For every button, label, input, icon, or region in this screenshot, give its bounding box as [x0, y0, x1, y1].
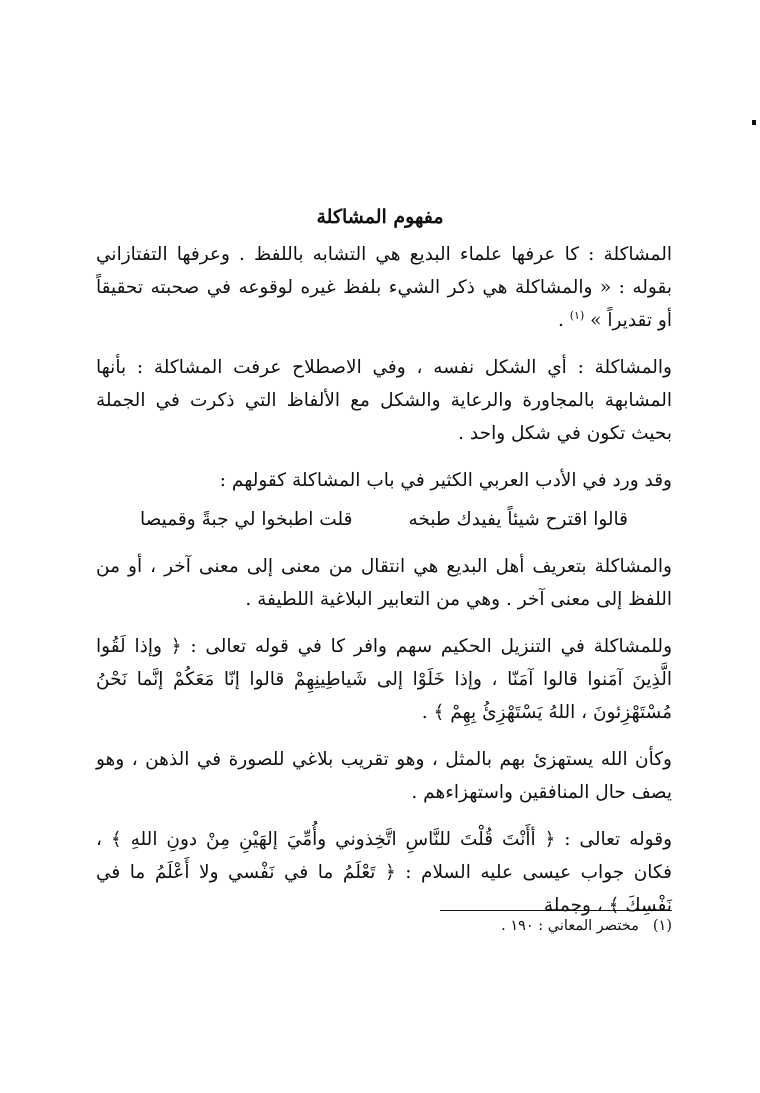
paragraph-literature-intro: وقد ورد في الأدب العربي الكثير في باب المشاكلة كقولهم : [219, 470, 672, 491]
verse-second-hemistich: قلت اطبخوا لي جبةً وقميصا [139, 509, 353, 530]
footnote-number: (١) [652, 918, 672, 934]
paragraph-quran-example-two: وقوله تعالى : ﴿ أأَنْتَ قُلْتَ للنَّاسِ اتَّخِذوني وأُمِّيَ إلهَيْنِ مِنْ دونِ اللهِ ﴾ ، فكان جواب عيسى عليه السلام : ﴿ تَعْلَمُ ما في نَفْسي ولا أَعْلَمُ ما في نَفْسِكَ ﴾ ، وجملة [96, 829, 672, 916]
footnote [300, 915, 672, 937]
footnote-reference: (١) [569, 308, 585, 322]
paragraph-definition: المشاكلة : كا عرفها علماء البديع هي التشابه باللفظ . وعرفها التفتازاني بقوله : « والمشاكلة هي ذكر الشيء بلفظ غيره لوقوعه في صحبته تحقيقاً أو تقديراً » $^{(١)}$ . [96, 244, 672, 331]
paragraph-explanation: وكأن الله يستهزئ بهم بالمثل ، وهو تقريب بلاغي للصورة في الذهن ، وهو يصف حال المنافقين واستهزاءهم . [96, 749, 672, 803]
footnote-text: مختصر المعاني : ١٩٠ . [501, 918, 639, 934]
paragraph-terminology: والمشاكلة : أي الشكل نفسه ، وفي الاصطلاح عرفت المشاكلة : بأنها المشابهة بالمجاورة والرعاية والشكل مع الألفاظ التي ذكرت في الجملة بحيث تكون في شكل واحد . [96, 357, 672, 444]
verse-first-hemistich: قالوا اقترح شيئاً يفيدك طبخه [408, 509, 629, 530]
page-edge-mark [752, 120, 756, 125]
paragraph-definition-text: المشاكلة : كا عرفها علماء البديع هي التشابه باللفظ . وعرفها التفتازاني بقوله : « والمشاكلة هي ذكر الشيء بلفظ غيره لوقوعه في صحبته تحقيقاً أو تقديراً » [96, 244, 672, 331]
body-text [96, 238, 672, 922]
paragraph-rhetoric-definition: والمشاكلة بتعريف أهل البديع هي انتقال من معنى إلى معنى آخر ، أو من اللفظ إلى معنى آخر . وهي من التعابير البلاغية اللطيفة . [96, 556, 672, 610]
section-heading: مفهوم المشاكلة [316, 206, 444, 228]
footnote-separator [440, 910, 672, 911]
poetry-verse [96, 503, 672, 536]
paragraph-quran-example-one: وللمشاكلة في التنزيل الحكيم سهم وافر كا في قوله تعالى : ﴿ وإذا لَقُوا الَّذِينَ آمَنوا قالوا آمَنّا ، وإذا خَلَوْا إلى شَياطِينِهِمْ قالوا إنّا مَعَكُمْ إنَّما نَحْنُ مُسْتَهْزِئونَ ، اللهُ يَسْتَهْزِئُ بِهِمْ ﴾ . [96, 636, 672, 723]
